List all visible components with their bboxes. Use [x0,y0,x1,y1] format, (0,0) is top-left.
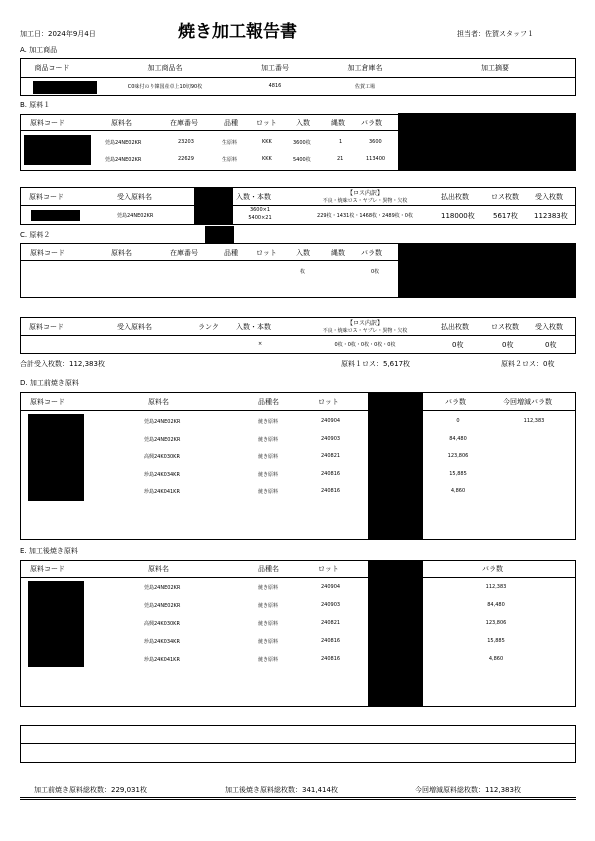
b-row1-rope: 1 [339,139,343,145]
redacted-material-code [28,414,84,501]
b-row1-qty: 3600枚 [293,140,311,146]
e-row-lot: 240821 [321,620,341,626]
e-col-code: 原料コード [30,565,65,573]
c-loss-col-lossn: ロス枚数 [491,323,519,331]
b-row2-lot: KKK [262,156,272,162]
redacted-block [398,113,576,171]
b-loss-col-qty: 入数・本数 [236,193,271,201]
c-loss-col-code: 原料コード [29,323,64,331]
b-row1-name: 莞島24NE02KR [105,140,142,146]
e-row-name: 莞島24NE02KR [144,585,181,591]
b-row2-kind: 生原料 [222,157,238,163]
section-e-label: E. 加工後焼き原料 [20,547,78,555]
col-material-name: 原料名 [111,119,132,127]
section-a-label: A. 加工商品 [20,46,58,54]
c-row-qty: 枚 [300,269,306,275]
redacted-material-code [24,135,91,165]
b-row2-qty: 5400枚 [293,157,311,163]
c-loss-lossn: 0枚 [502,341,514,349]
col-product-name: 加工商品名 [147,64,183,72]
c-loss-col-breakdown-detail: 不良・焼味ロス・ヤブレ・異物・欠枚 [322,328,408,334]
e-col-bara: バラ数 [482,565,503,573]
b-loss-col-breakdown: 【ロス内訳】 [346,190,383,197]
e-row-kind: 焼き原料 [258,621,279,627]
total-received: 合計受入枚数：112,383枚 [20,360,105,368]
b-loss-col-lossn: ロス枚数 [491,193,519,201]
d-row-kind: 焼き原料 [258,419,279,425]
b-row1-lot: KKK [262,139,272,145]
d-col-lot: ロット [318,398,339,406]
redacted-material-code [28,581,84,667]
c-col-name: 原料名 [111,249,132,257]
col-material-code: 原料コード [30,119,65,127]
b-row1-bara: 3600 [369,139,382,145]
col-quantity: 入数 [296,119,310,127]
e-row-name: 珍島24K041KR [144,657,180,663]
e-row-bara: 4,860 [488,656,504,662]
b-loss-col-name: 受入原料名 [117,193,152,201]
c-loss-in: 0枚 [545,341,557,349]
c-col-kind: 品種 [224,249,238,257]
section-e-table [20,560,576,707]
d-row-kind: 焼き原料 [258,471,279,478]
b-loss-col-in: 受入枚数 [535,193,563,201]
total-after: 加工後焼き原料総枚数：341,414枚 [225,786,338,794]
b-row2-name: 莞島24NE02KR [105,157,142,163]
section-b-label: B. 原料１ [20,101,51,109]
d-col-name: 原料名 [148,398,169,406]
b-loss-lossn: 5617枚 [493,212,518,220]
e-col-lot: ロット [318,565,339,573]
redacted-product-code [33,81,97,94]
c-loss-breakdown: 0枚・0枚・0枚・0枚・0枚 [334,342,396,348]
process-number: 4816 [268,83,282,89]
e-row-name: 莞島24NE02KR [144,603,181,609]
d-row-lot: 240816 [321,470,341,477]
d-row-name: 珍島24K034KR [144,471,180,478]
c-col-qty: 入数 [296,249,310,257]
e-row-lot: 240816 [321,638,341,644]
col-kind: 品種 [224,119,238,127]
e-row-bara: 123,806 [485,620,507,626]
notes-box [20,725,576,763]
c-loss-out: 0枚 [452,341,464,349]
d-row-lot: 240903 [321,435,341,442]
col-product-code: 商品コード [34,64,70,72]
b-loss-col-code: 原料コード [29,193,64,201]
b-row1-stock: 23203 [178,139,194,145]
redacted-block [368,392,423,540]
d-row-lot: 240816 [321,488,341,494]
b-loss-qty1: 3600×1 [249,207,271,213]
section-d-table [20,392,576,540]
c-loss-col-in: 受入枚数 [535,323,563,331]
redacted-block [368,560,423,707]
c-col-bara: バラ数 [361,249,382,257]
d-row-bara: 84,480 [449,435,467,442]
process-date: 加工日：2024年9月4日 [20,30,96,38]
d-row-lot: 240821 [321,453,341,459]
c-col-code: 原料コード [30,249,65,257]
d-col-bara: バラ数 [445,398,466,406]
e-row-lot: 240903 [321,602,341,608]
d-row-delta: 112,383 [523,418,545,424]
e-row-bara: 84,480 [487,602,505,608]
e-row-bara: 15,885 [487,638,505,644]
d-row-name: 莞島24NE02KR [144,436,181,443]
d-row-bara: 4,860 [450,488,466,494]
e-row-kind: 焼き原料 [258,639,279,645]
col-warehouse: 加工倉庫名 [347,64,383,72]
e-row-bara: 112,383 [485,584,507,590]
product-name: C0味付のり韓国産卓上10切90枚 [127,84,203,90]
col-bara: バラ数 [361,119,382,127]
c-row-bara: 0枚 [371,269,380,275]
e-col-name: 原料名 [148,565,169,573]
total-delta: 今回増減原料総枚数：112,383枚 [415,786,521,794]
d-row-name: 珍島24K041KR [144,489,180,495]
c-loss-col-breakdown: 【ロス内訳】 [346,320,383,327]
page-title: 焼き加工報告書 [178,22,297,42]
d-row-name: 高興24K030KR [144,454,180,460]
b-row2-stock: 22629 [178,156,194,162]
c-col-rope: 縄数 [331,249,345,257]
b-row2-rope: 21 [337,156,344,162]
staff-name: 担当者：佐賀スタッフ１ [457,30,534,38]
c-loss-col-qty: 入数・本数 [236,323,271,331]
b-loss-col-out: 払出枚数 [441,193,469,201]
material2-loss: 原料２ロス：0枚 [501,360,555,368]
e-row-kind: 焼き原料 [258,657,279,663]
redacted-block [205,226,234,244]
d-row-bara: 0 [456,418,460,424]
e-row-name: 高興24K030KR [144,621,180,627]
col-summary: 加工摘要 [481,64,509,72]
col-stock-number: 在庫番号 [170,119,198,127]
e-row-lot: 240816 [321,656,341,662]
d-row-kind: 焼き原料 [258,436,279,443]
d-row-lot: 240904 [321,418,341,424]
total-before: 加工前焼き原料総枚数：229,031枚 [34,786,147,794]
redacted-material-code [31,210,80,221]
d-row-bara: 15,885 [449,470,467,477]
d-row-name: 莞島24NE02KR [144,419,181,425]
d-row-bara: 123,806 [447,453,469,459]
e-row-lot: 240904 [321,584,341,590]
b-row1-kind: 生原料 [222,140,238,146]
d-col-delta: 今回増減バラ数 [503,398,552,406]
b-loss-in: 112383枚 [534,212,568,220]
col-lot: ロット [256,119,277,127]
b-loss-col-breakdown-detail: 不良・焼味ロス・ヤブレ・異物・欠枚 [322,198,408,204]
col-process-number: 加工番号 [261,64,289,72]
b-loss-name: 莞島24NE02KR [117,213,154,219]
d-row-kind: 焼き原料 [258,454,279,460]
c-col-lot: ロット [256,249,277,257]
b-row2-bara: 113400 [366,156,386,162]
d-row-kind: 焼き原料 [258,489,279,495]
material1-loss: 原料１ロス：5,617枚 [341,360,411,368]
c-loss-col-out: 払出枚数 [441,323,469,331]
b-loss-breakdown: 229枚・1431枚・1468枚・2489枚・0枚 [317,213,413,219]
warehouse-name: 佐賀工場 [354,84,375,90]
c-loss-col-name: 受入原料名 [117,323,152,331]
c-loss-qty: × [258,341,263,347]
b-loss-out: 118000枚 [441,212,475,220]
e-row-kind: 焼き原料 [258,603,279,609]
c-loss-col-rank: ランク [198,323,219,331]
d-col-code: 原料コード [30,398,65,406]
redacted-block [398,243,576,298]
e-row-name: 珍島24K034KR [144,639,180,645]
col-rope: 縄数 [331,119,345,127]
e-row-kind: 焼き原料 [258,585,279,591]
redacted-block [194,187,233,225]
b-loss-qty2: 5400×21 [248,215,272,221]
section-d-label: D. 加工前焼き原料 [20,379,79,387]
c-col-stock: 在庫番号 [170,249,198,257]
e-col-kind: 品種名 [258,565,279,573]
section-c-label: C. 原料２ [20,231,51,239]
d-col-kind: 品種名 [258,398,279,406]
